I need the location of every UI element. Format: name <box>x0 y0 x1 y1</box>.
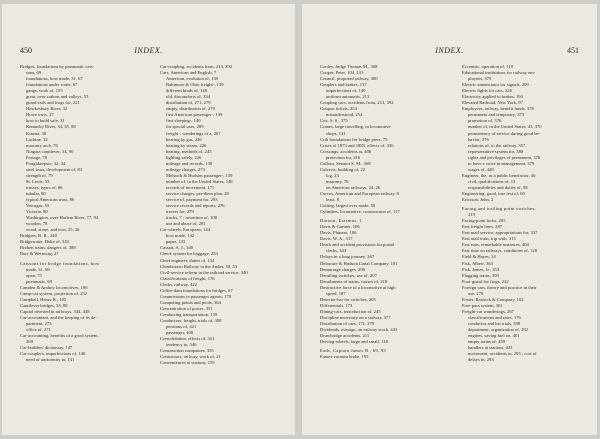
index-entry: Cars, American and English, 7 <box>160 70 217 76</box>
index-subentry: relations of, to the railway, 357 <box>468 142 526 148</box>
index-column <box>20 64 132 363</box>
running-title: INDEX. <box>134 46 163 55</box>
page-number: 451 <box>567 46 579 55</box>
index-entry: Dining-cars, introduction of, 245 <box>320 308 381 314</box>
index-entry: Eames vacuum brake, 195 <box>320 354 369 360</box>
index-entry: Foreign cars, theory and practice in their <box>462 284 537 290</box>
index-subentry: typical American truss, 86 <box>26 197 75 203</box>
index-subentry: uniform automatic, 213 <box>326 94 370 100</box>
index-entry: Eads, Captain James B., 69, 93 <box>320 348 387 354</box>
index-subentry: permanency of service during good be- <box>468 130 541 136</box>
index-entry: Davis & Gartner, 106 <box>320 224 360 230</box>
index-subentry: need of uniformity in, 141 <box>26 357 75 363</box>
index-entry: Fisk, Albert, 363 <box>462 260 493 266</box>
index-subentry: wood, stone, and iron, 25, 26 <box>26 227 80 233</box>
index-entry: Car-builders' dictionary, 147 <box>20 345 73 351</box>
index-subentry: promotion of, 376 <box>468 118 502 124</box>
index-subentry: old, discomforts of, 234 <box>166 94 211 100</box>
index-subentry: Howe truss, 27 <box>26 112 54 118</box>
index-entry: Freight-car wanderings, 267 <box>462 308 514 314</box>
index-subentry: lighting safely, 226 <box>166 154 202 160</box>
index-subentry: mileage and records, 138 <box>166 160 213 166</box>
index-entry: Car-accounting, benefits of a good system, <box>20 333 99 339</box>
left-page <box>2 4 295 435</box>
index-entry: Delays in a long journey, 267 <box>320 254 375 260</box>
index-subentry: movement, accidents in, 293 ; cost of <box>468 351 537 357</box>
index-subentry: empty trains of, 439 <box>468 339 505 345</box>
index-subentry: foundations, how made, 31, 67 <box>26 76 83 82</box>
index-subentry: heating, methods of, 245 <box>166 148 212 154</box>
index-subentry: misunderstood, 254 <box>326 112 363 118</box>
index-entry: Electric lights for cars, 226 <box>462 88 512 94</box>
index-subentry: Niagara cantilever, 34, 90 <box>26 148 74 154</box>
index-subentry: Lachine, 32 <box>26 136 48 142</box>
index-subentry: heating by steam, 226 <box>166 142 207 148</box>
index-subentry: trucks, 7 ; invention of, 108 <box>166 215 217 221</box>
index-entry: Eccentric, operation of, 118 <box>462 64 513 69</box>
index-subentry: great, over cañons and valleys, 55 <box>26 94 89 100</box>
index-entry: Electric annunciator for signals, 209 <box>462 82 529 88</box>
index-entry: Bridgers, R. R., 340 <box>20 233 57 239</box>
right-page <box>302 4 597 435</box>
index-entry: Facing and trailing point switches, <box>462 206 536 212</box>
index-entry: Driving-wheels, large and small, 118 <box>320 339 388 345</box>
index-entry: Detector-bar for switches, 205 <box>320 296 376 302</box>
index-entry: Culverts, building of, 22 <box>320 166 366 172</box>
index-entry: Employees, railway, benefit funds, 378 <box>462 106 534 112</box>
index-entry: Car-accountant, and the keeping of its de- <box>20 314 97 320</box>
index-subentry: tracers for, 279 <box>166 209 194 215</box>
index-entry: Contractors, railway, work of, 21 <box>160 354 221 360</box>
index-entry: Differentials, 173 <box>320 302 353 308</box>
index-entry: Coupling cars, accidents from, 213, 392 <box>320 100 394 106</box>
index-entry: Civil-service reform in the railroad service, 340 <box>160 269 248 275</box>
index-entry: Cooper, Peter, 104, 131 <box>320 70 364 76</box>
index-subentry: foundations under water, 67 <box>26 82 78 88</box>
index-subentry: wages of, 448 <box>468 166 494 172</box>
index-subentry: Victoria, 80 <box>26 209 48 215</box>
index-subentry: Verrugas, 55 <box>26 203 50 209</box>
index-entry: Check system for baggage, 253 <box>160 251 218 257</box>
index-entry: Field & Hayes, 34 <box>462 254 496 260</box>
index-entry: Cantilever bridges, 33, 88 <box>20 302 68 308</box>
index-entry: Crib foundations for bridge piers, 75 <box>320 136 388 142</box>
index-entry: Elevated Railroad, New York, 97 <box>462 100 523 106</box>
index-subentry: paper, 143 <box>166 239 186 245</box>
index-entry: Derailments of trains, causes of, 218 <box>320 278 388 284</box>
index-subentry: Mohawk & Hudson passenger-, 139 <box>166 172 233 178</box>
index-subentry: made, 31, 69 <box>26 266 50 272</box>
index-entry: Davis, Phineas, 106 <box>320 230 357 236</box>
index-subentry: on American railways, 24, 26 <box>326 184 381 190</box>
index-subentry: permanent and temporary, 373 <box>468 112 525 118</box>
index-subentry: Poughkeepsie, 32, 34 <box>26 160 66 166</box>
index-subentry: responsibilities and duties of, 58 <box>468 184 528 190</box>
index-subentry: masonry arch, 76 <box>26 142 58 148</box>
index-entry: Educational institutions for railway em- <box>462 70 536 76</box>
index-entry: Chimborazo Railway in the Andes, 50, 53 <box>160 263 238 269</box>
index-subentry: service of, payment for, 293 <box>166 197 218 203</box>
index-subentry: guard-rails and frogs for, 221 <box>26 100 80 106</box>
left-page-header <box>2 46 295 56</box>
index-subentry: least, 8 <box>326 197 340 203</box>
index-entry: Cutting, largest ever made, 50 <box>320 203 376 209</box>
index-entry: Coffee-dam foundations for bridges, 67 <box>160 287 233 293</box>
index-entry: Foot-guard for frogs, 222 <box>462 278 509 284</box>
index-entry: Fast time on railways, conditions of, 128 <box>462 248 538 254</box>
index-subentry: trusses, types of, 86 <box>26 184 63 190</box>
index-subentry: tubular, 80 <box>26 190 46 196</box>
index-subentry: 219 <box>468 212 475 218</box>
right-page-header <box>302 46 597 56</box>
index-entry: Chief engineer, duties of, 154 <box>160 257 215 263</box>
index-entry: Cox, S. S., 375 <box>320 118 348 124</box>
index-subentry: mileage charges, 273 <box>166 166 205 172</box>
index-subentry: Kinzua, 30 <box>26 130 47 136</box>
index-entry: Car-wheels, European, 144 <box>160 227 210 233</box>
index-entry: Discipline necessary on a railway, 377 <box>320 314 391 320</box>
index-subentry: for special uses, 289 <box>166 124 204 130</box>
index-entry: Fisk, James, Jr., 353 <box>462 266 500 272</box>
index-subentry: rights and privileges of permanent, 376 <box>468 154 541 160</box>
index-entry: Engineer, the, as a public benefactor, 46 <box>462 172 536 178</box>
index-entry: Delaware & Hudson Canal Company, 101 <box>320 260 398 266</box>
index-subentry: classifications and rates, 176 <box>468 314 521 320</box>
index-subentry: empty, distribution of, 279 <box>166 106 215 112</box>
index-subentry: number of, in the United States, 148 <box>166 178 233 184</box>
index-subentry: delays in, 293 <box>468 357 494 363</box>
index-entry: Commissions to passenger agents, 179 <box>160 293 232 299</box>
index-entry: Conducting transportation, 159 <box>160 311 218 317</box>
index-entry: Cassatt, A. J., 340 <box>160 245 194 251</box>
index-entry: Consolidation, effects of, 331 <box>160 336 215 342</box>
index-entry: Free-pass system, 361 <box>462 302 503 308</box>
index-subentry: open, 75 <box>26 272 42 278</box>
index-subentry: imperfections of, 140 <box>326 88 366 94</box>
index-subentry: how made, 142 <box>166 233 195 239</box>
index-subentry: number of, in the United States, 43, 370 <box>468 124 542 130</box>
index-subentry: tendency to, 346 <box>166 342 197 348</box>
index-subentry: engines, saving fuel on, 401 <box>468 333 520 339</box>
index-subentry: wooden, 78 <box>26 221 48 227</box>
index-entry: Camden & Amboy locomotives, 106 <box>20 284 88 290</box>
index-entry: Cranes, large travelling, in locomotive <box>320 124 391 130</box>
index-entry: Couplers and brakes, 137 <box>320 82 367 88</box>
index-subentry: freight-, wanderings of a, 267 <box>166 130 221 136</box>
index-entry: Derailing switches, use of, 207 <box>320 272 377 278</box>
index-subentry: records of movement, 171 <box>166 184 215 190</box>
index-subentry: steel truss, development of, 83 <box>26 166 83 172</box>
index-column <box>160 64 278 366</box>
index-subentry: protection for, 216 <box>326 154 361 160</box>
index-entry: Flagging trains, 390 <box>462 272 499 278</box>
index-subentry: partment, 273 <box>26 320 52 326</box>
index-subentry: Baltimore & Ohio freight-, 139 <box>166 82 224 88</box>
index-subentry: passenger, 408 <box>166 330 194 336</box>
index-subentry: Portage, 78 <box>26 154 47 160</box>
index-subentry: St. Louis, 53 <box>26 178 50 184</box>
index-subentry: masonry, 76 <box>326 178 349 184</box>
index-subentry: Washington, over Harlem River, 77, 94 <box>26 215 99 221</box>
index-subentry: service charges, per-diem plan, 29 <box>166 190 229 196</box>
index-subentry: log, 23 <box>326 172 339 178</box>
index-entry: Concentration of power, 351 <box>160 305 213 311</box>
index-subentry: first American passenger-, 139 <box>166 112 223 118</box>
index-entry: Capital invested in railways, 344, 448 <box>20 308 90 314</box>
index-subentry: first sleeping-, 140 <box>166 118 201 124</box>
index-subentry: sons, 69 <box>26 70 42 76</box>
index-entry: Ericsson, John, 2 <box>462 197 494 203</box>
index-entry: Cylinders, locomotive, construction of, 117 <box>320 209 400 215</box>
index-entry: Conveniences at stations, 159 <box>160 360 215 366</box>
index-entry: Campbell, Henry R., 105 <box>20 296 67 302</box>
index-subentry: strength of, 79 <box>26 172 53 178</box>
index-subentry: representative system for, 380 <box>468 148 524 154</box>
index-subentry: ployees, 379 <box>468 76 492 82</box>
index-subentry: department, organization of, 282 <box>468 327 528 333</box>
index-entry: Drawbridge accidents, 211 <box>320 333 370 339</box>
index-column <box>462 64 580 363</box>
index-entry: Council, proposed railway, 380 <box>320 76 378 82</box>
index-entry: Foster, Rastrick & Company, 102 <box>462 296 524 302</box>
index-subentry: use and abuse of, 281 <box>166 221 206 227</box>
index-entry: Davis, W. A., 317 <box>320 236 353 242</box>
index-subentry: pneumatic, 69 <box>26 278 53 284</box>
index-entry: Facing-point locks, 205 <box>462 218 506 224</box>
index-subentry: civil, qualifications of, 13 <box>468 178 516 184</box>
index-entry: Caissons for bridge foundations, how <box>20 260 100 266</box>
index-subentry: how to build safe, 31 <box>26 118 65 124</box>
index-entry: Death and accident provisions for postal <box>320 242 395 248</box>
index-entry: Clerks, railway, 422 <box>160 281 197 287</box>
index-entry: Bridgewater, Duke of, 343 <box>20 239 69 245</box>
index-entry: Cullom, Senator S. M., 368 <box>320 160 371 166</box>
index-entry: Fast runs, remarkable instances, 404 <box>462 242 529 248</box>
index-entry: Distribution of cars, 171, 279 <box>320 320 375 326</box>
index-entry: Classifications of freight, 176 <box>160 275 215 281</box>
index-entry: Burr & Wernwag, 27 <box>20 251 59 257</box>
index-subentry: Kentucky River, 34, 35, 88 <box>26 124 76 130</box>
index-entry: Conductors, freight, trials of, 308 <box>160 317 222 323</box>
index-entry: Coupon tickets, 254 <box>320 106 357 112</box>
index-entry: Competing points and pools, 364 <box>160 299 221 305</box>
index-subentry: clerks, 343 <box>326 248 347 254</box>
running-title: INDEX. <box>435 46 464 55</box>
index-entry: Bridges, foundations by pneumatic cais- <box>20 64 95 69</box>
index-entry: Fast freight lines, 287 <box>462 224 503 230</box>
index-entry: Cooley, Judge Thomas M., 368 <box>320 64 378 69</box>
index-entry: Crossings, accidents at, 406 <box>320 148 372 154</box>
index-entry: Curves, American and European railway, 8 <box>320 190 399 196</box>
index-subentry: American, evolution of, 139 <box>166 76 218 82</box>
index-subentry: different kinds of, 148 <box>166 88 207 94</box>
index-subentry: Hawkesbury River, 32 <box>26 106 68 112</box>
index-entry: Engineering, good, true test of, 60 <box>462 190 525 196</box>
index-subentry: service records and reports, 276 <box>166 203 225 209</box>
index-column <box>320 64 438 360</box>
page-number: 450 <box>20 46 32 55</box>
index-entry: Crises of 1873 and 1883, effects of, 336 <box>320 142 394 148</box>
index-entry: Destructive force of a locomotive at high <box>320 284 396 290</box>
index-entry: Fast mail service, appropriations for, 337 <box>462 230 538 236</box>
index-entry: Fast mail train, trip with, 313 <box>462 236 516 242</box>
index-subentry: shops, 131 <box>326 130 346 136</box>
index-subentry: pensions of, 421 <box>166 324 197 330</box>
index-entry: Car-coupling, accidents from, 213, 392 <box>160 64 232 69</box>
index-subentry: conductor and his trials, 398 <box>468 320 521 326</box>
index-entry: Darwin, Erasmus, 1 <box>320 218 362 224</box>
index-entry: Broken trains, dangers of, 388 <box>20 245 76 251</box>
index-entry: Electricity applied to brakes, 194 <box>462 94 523 100</box>
index-subentry: office of, 271 <box>26 327 51 333</box>
index-subentry: heating by gas, 226 <box>166 136 202 142</box>
index-subentry: speed, 187 <box>326 290 346 296</box>
index-subentry: havior, 376 <box>468 136 489 142</box>
index-entry: Camp-car system, projection of, 232 <box>20 290 88 296</box>
index-entry: Dividends, average, on railway stock, 443 <box>320 327 398 333</box>
index-entry: Car-couplers, imperfections of, 140 <box>20 351 86 357</box>
index-subentry: 269 <box>26 339 33 345</box>
index-subentry: gangs, work of, 155 <box>26 88 63 94</box>
index-subentry: use, 279 <box>468 290 484 296</box>
index-subentry: distribution of, 271, 279 <box>166 100 211 106</box>
index-subentry: to have a voice in management, 379 <box>468 160 535 166</box>
index-subentry: handlers at stations, 423 <box>468 345 513 351</box>
index-entry: Construction companies, 355 <box>160 348 214 354</box>
index-entry: Demurrage charges, 296 <box>320 266 365 272</box>
